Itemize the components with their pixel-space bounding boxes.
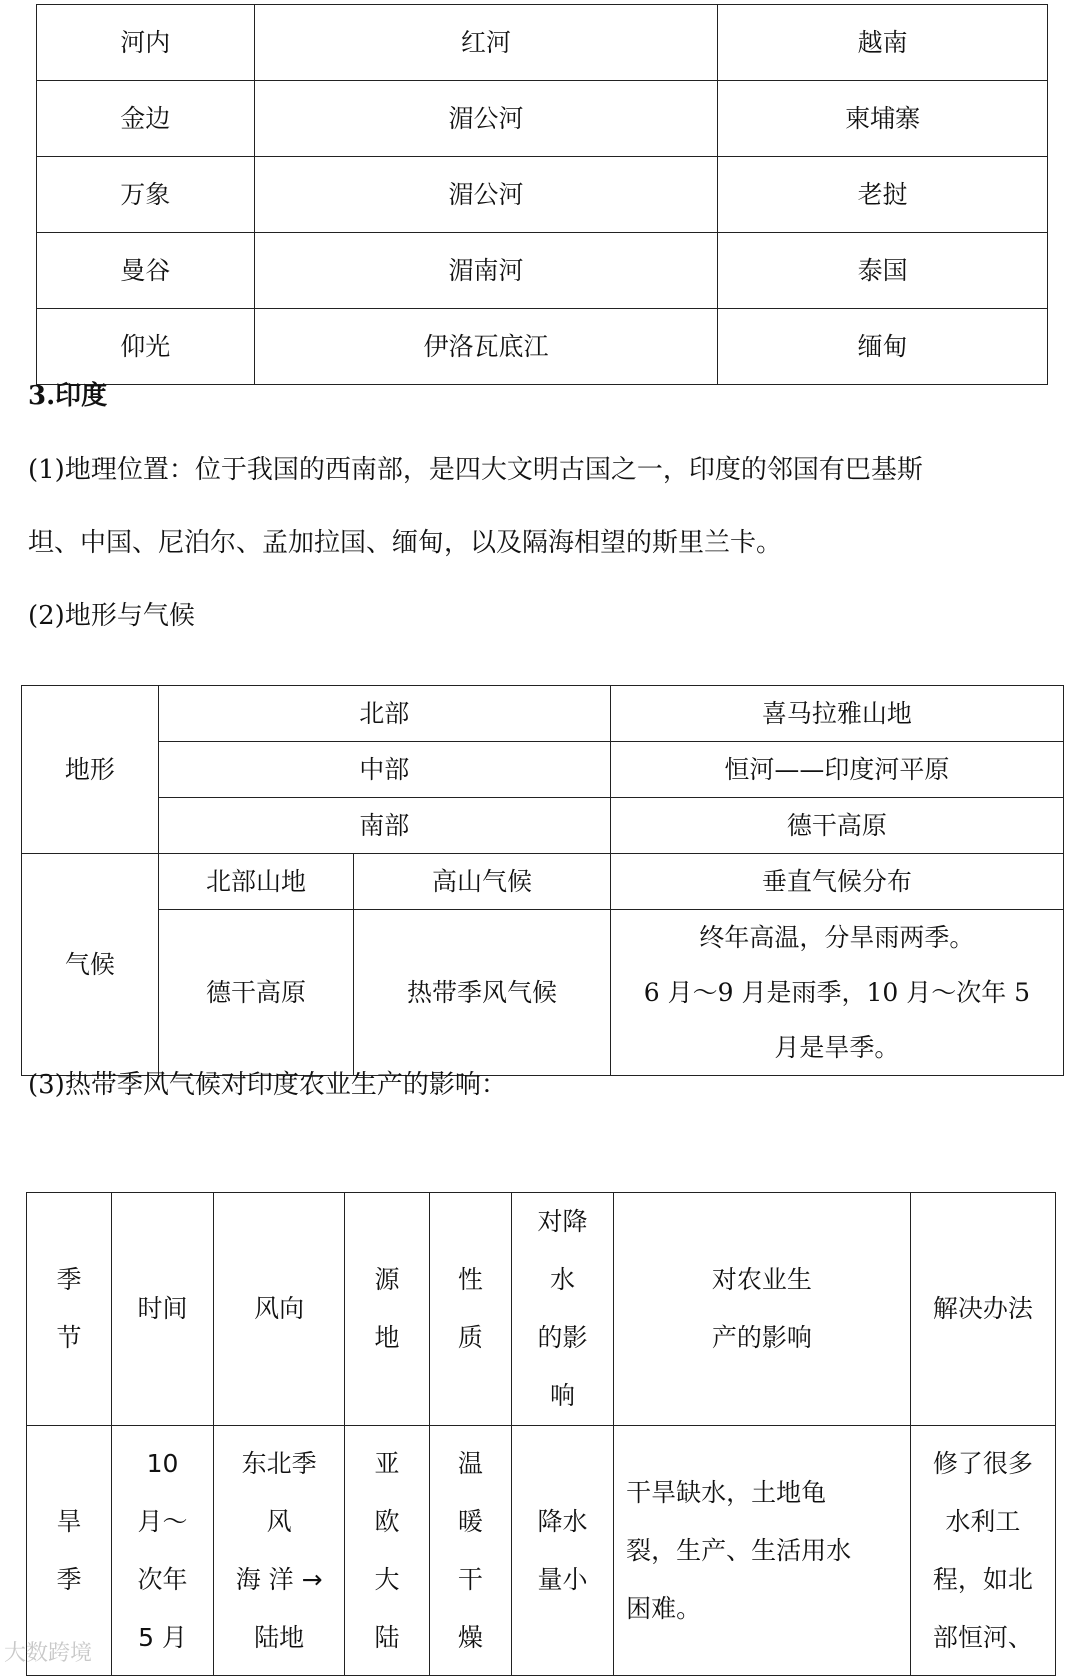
- terrain-label: 地形: [22, 686, 159, 854]
- terrain-type: 德干高原: [610, 798, 1063, 854]
- source-line: 欧: [374, 1506, 400, 1536]
- solution-line: 程，如北: [932, 1564, 1033, 1594]
- country-cell: 缅甸: [718, 309, 1048, 385]
- table-row: [37, 309, 1048, 385]
- header-line: 响: [549, 1381, 575, 1410]
- header-line: 节: [56, 1323, 82, 1352]
- season-line: 旱: [56, 1506, 82, 1536]
- location-paragraph-line1: (1)地理位置：位于我国的西南部，是四大文明古国之一，印度的邻国有巴基斯: [28, 455, 923, 485]
- capital-cell: 万象: [37, 157, 255, 233]
- header-cell: [111, 1193, 213, 1426]
- nature-line: 温: [457, 1448, 483, 1478]
- terrain-type: 恒河——印度河平原: [610, 742, 1063, 798]
- header-cell: [910, 1193, 1055, 1426]
- header-cell: [27, 1193, 112, 1426]
- climate-region: 德干高原: [158, 910, 354, 1076]
- wind-line: 风: [266, 1506, 292, 1536]
- nature-line: 燥: [457, 1622, 483, 1652]
- impact-line: 裂，生产、生活用水: [626, 1535, 852, 1565]
- impact-cell: [614, 1426, 911, 1676]
- climate-feature: 垂直气候分布: [610, 854, 1063, 910]
- capital-cell: 仰光: [37, 309, 255, 385]
- country-cell: 泰国: [718, 233, 1048, 309]
- climate-feature-line: 终年高温，分旱雨两季。: [699, 923, 975, 952]
- nature-line: 暖: [457, 1506, 483, 1536]
- country-cell: 老挝: [718, 157, 1048, 233]
- solution-cell: [910, 1426, 1055, 1676]
- header-line: 质: [457, 1323, 483, 1352]
- solution-line: 部恒河、: [932, 1622, 1033, 1652]
- header-line: 对农业生: [711, 1265, 812, 1294]
- terrain-region: 中部: [158, 742, 610, 798]
- river-cell: 湄公河: [254, 81, 718, 157]
- nature-cell: [429, 1426, 511, 1676]
- river-cell: 湄公河: [254, 157, 718, 233]
- table-row: [37, 233, 1048, 309]
- header-cell: [614, 1193, 911, 1426]
- precip-line: 量小: [537, 1564, 588, 1594]
- impact-line: 困难。: [626, 1593, 702, 1623]
- header-line: 水: [549, 1265, 575, 1294]
- climate-type: 高山气候: [354, 854, 611, 910]
- time-line: 5 月: [138, 1622, 187, 1652]
- source-line: 亚: [374, 1448, 400, 1478]
- river-cell: 红河: [254, 5, 718, 81]
- header-line: 解决办法: [932, 1294, 1033, 1323]
- capital-river-table: [36, 4, 1048, 385]
- source-cell: [345, 1426, 430, 1676]
- terrain-region: 南部: [158, 798, 610, 854]
- time-cell: [111, 1426, 213, 1676]
- terrain-region: 北部: [158, 686, 610, 742]
- terrain-climate-table: [21, 685, 1064, 1076]
- source-line: 陆: [374, 1622, 400, 1652]
- header-cell: [429, 1193, 511, 1426]
- precip-cell: [511, 1426, 613, 1676]
- wind-line: 东北季: [241, 1448, 317, 1478]
- header-line: 性: [457, 1265, 483, 1294]
- season-line: 季: [56, 1564, 82, 1594]
- solution-line: 水利工: [945, 1506, 1021, 1536]
- table-row: [37, 5, 1048, 81]
- header-line: 产的影响: [711, 1323, 812, 1352]
- precip-line: 降水: [537, 1506, 588, 1536]
- wind-cell: [214, 1426, 345, 1676]
- climate-feature-line: 6 月～9 月是雨季，10 月～次年 5: [643, 978, 1031, 1007]
- country-cell: 柬埔寨: [718, 81, 1048, 157]
- header-line: 风向: [254, 1294, 305, 1323]
- impact-line: 干旱缺水，土地龟: [626, 1477, 827, 1507]
- monsoon-impact-subheading: (3)热带季风气候对印度农业生产的影响：: [28, 1070, 507, 1100]
- country-cell: 越南: [718, 5, 1048, 81]
- climate-region: 北部山地: [158, 854, 354, 910]
- nature-line: 干: [457, 1564, 483, 1594]
- climate-type: 热带季风气候: [354, 910, 611, 1076]
- header-line: 时间: [137, 1294, 188, 1323]
- table-row: [37, 157, 1048, 233]
- source-line: 大: [374, 1564, 400, 1594]
- wind-line: 海 洋 →: [235, 1564, 323, 1594]
- section-heading: 3.印度: [28, 381, 108, 411]
- climate-feature-line: 月是旱季。: [774, 1033, 900, 1062]
- climate-feature: [610, 910, 1063, 1076]
- time-line: 10: [146, 1448, 179, 1478]
- header-cell: [214, 1193, 345, 1426]
- capital-cell: 金边: [37, 81, 255, 157]
- header-line: 季: [56, 1265, 82, 1294]
- terrain-climate-subheading: (2)地形与气候: [28, 601, 195, 631]
- capital-cell: 河内: [37, 5, 255, 81]
- time-line: 次年: [137, 1564, 188, 1594]
- header-line: 的影: [537, 1323, 588, 1352]
- terrain-type: 喜马拉雅山地: [610, 686, 1063, 742]
- river-cell: 伊洛瓦底江: [254, 309, 718, 385]
- header-cell: [511, 1193, 613, 1426]
- header-cell: [345, 1193, 430, 1426]
- header-line: 地: [374, 1323, 400, 1352]
- header-line: 对降: [537, 1207, 588, 1236]
- solution-line: 修了很多: [932, 1448, 1033, 1478]
- table-row: [37, 81, 1048, 157]
- wind-line: 陆地: [254, 1622, 305, 1652]
- location-paragraph-line2: 坦、中国、尼泊尔、孟加拉国、缅甸，以及隔海相望的斯里兰卡。: [28, 528, 783, 558]
- monsoon-impact-table: [26, 1192, 1056, 1676]
- time-line: 月～: [137, 1506, 188, 1536]
- header-line: 源: [374, 1265, 400, 1294]
- river-cell: 湄南河: [254, 233, 718, 309]
- capital-cell: 曼谷: [37, 233, 255, 309]
- watermark: 大数跨境: [4, 1641, 93, 1666]
- climate-label: 气候: [22, 854, 159, 1076]
